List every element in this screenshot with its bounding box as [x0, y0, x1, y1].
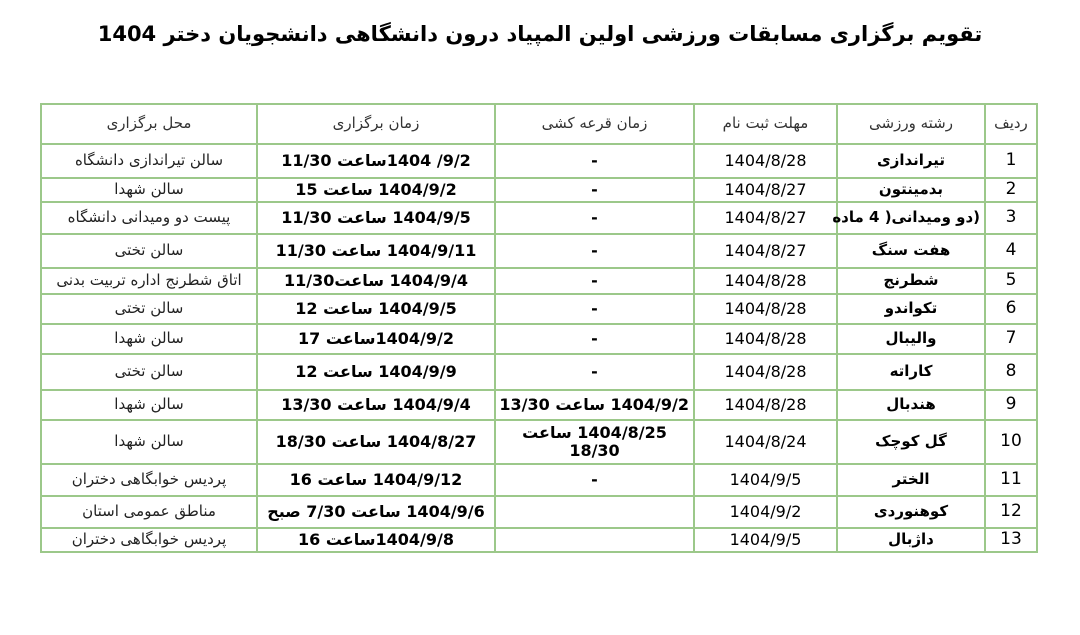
event-time: 1404/9/9 ساعت 12 [257, 354, 495, 390]
venue: سالن تختی [41, 294, 257, 324]
event-time: 1404/9/4 ساعت 13/30 [257, 390, 495, 420]
venue: سالن شهدا [41, 324, 257, 354]
event-time: 1404/9/4 ساعت11/30 [257, 268, 495, 294]
row-number: 2 [985, 178, 1037, 202]
venue: سالن شهدا [41, 390, 257, 420]
row-number: 3 [985, 202, 1037, 234]
table-header-row [41, 104, 1037, 144]
event-time: 1404/9/2ساعت 17 [257, 324, 495, 354]
competition-schedule-table [40, 103, 1038, 553]
event-time: 1404/9/8ساعت 16 [257, 528, 495, 552]
table-row [41, 324, 1037, 354]
venue: سالن تیراندازی دانشگاه [41, 144, 257, 178]
table-row [41, 294, 1037, 324]
registration-deadline: 1404/9/5 [694, 528, 837, 552]
row-number: 12 [985, 496, 1037, 528]
sport-name: تکواندو [837, 294, 985, 324]
registration-deadline: 1404/8/27 [694, 202, 837, 234]
registration-deadline: 1404/8/24 [694, 420, 837, 464]
venue: سالن شهدا [41, 178, 257, 202]
row-number: 8 [985, 354, 1037, 390]
table-row [41, 390, 1037, 420]
sport-name: داژبال [837, 528, 985, 552]
draw-time: - [495, 354, 694, 390]
sport-name: گل کوچک [837, 420, 985, 464]
row-number: 7 [985, 324, 1037, 354]
draw-time: - [495, 144, 694, 178]
registration-deadline: 1404/9/5 [694, 464, 837, 496]
event-time: 1404/9/11 ساعت 11/30 [257, 234, 495, 268]
sport-name: شطرنج [837, 268, 985, 294]
sport-name: والیبال [837, 324, 985, 354]
header-draw-time: زمان قرعه کشی [495, 104, 694, 144]
venue: سالن تختی [41, 234, 257, 268]
row-number: 10 [985, 420, 1037, 464]
venue: سالن شهدا [41, 420, 257, 464]
registration-deadline: 1404/8/28 [694, 354, 837, 390]
header-venue: محل برگزاری [41, 104, 257, 144]
table-row [41, 178, 1037, 202]
table-row [41, 496, 1037, 528]
registration-deadline: 1404/8/27 [694, 178, 837, 202]
table-row [41, 354, 1037, 390]
sport-name: کاراته [837, 354, 985, 390]
draw-time: - [495, 324, 694, 354]
draw-time: 1404/9/2 ساعت 13/30 [495, 390, 694, 420]
sport-name: تیراندازی [837, 144, 985, 178]
document-title: تقویم برگزاری مسابقات ورزشی اولین المپیاد درون دانشگاهی دانشجویان دختر 1404 [97, 22, 983, 46]
header-deadline: مهلت ثبت نام [694, 104, 837, 144]
draw-time: - [495, 234, 694, 268]
venue: پردیس خوابگاهی دختران [41, 464, 257, 496]
header-sport: رشته ورزشی [837, 104, 985, 144]
registration-deadline: 1404/8/28 [694, 268, 837, 294]
table-row [41, 202, 1037, 234]
venue: پیست دو ومیدانی دانشگاه [41, 202, 257, 234]
event-time: 1404/9/2 ساعت 15 [257, 178, 495, 202]
table-row [41, 234, 1037, 268]
registration-deadline: 1404/8/28 [694, 294, 837, 324]
row-number: 9 [985, 390, 1037, 420]
sport-name: بدمینتون [837, 178, 985, 202]
draw-time: 1404/8/25 ساعت 18/30 [495, 420, 694, 464]
event-time: 1404/9/6 ساعت 7/30 صبح [257, 496, 495, 528]
sport-name: هندبال [837, 390, 985, 420]
table-row [41, 144, 1037, 178]
table-row [41, 420, 1037, 464]
row-number: 6 [985, 294, 1037, 324]
row-number: 11 [985, 464, 1037, 496]
venue: پردیس خوابگاهی دختران [41, 528, 257, 552]
event-time: 1404/9/5 ساعت 11/30 [257, 202, 495, 234]
event-time: 1404/8/27 ساعت 18/30 [257, 420, 495, 464]
draw-time: - [495, 464, 694, 496]
sport-name: (دو ومیدانی( 4 ماده [837, 202, 985, 234]
draw-time: - [495, 294, 694, 324]
venue: سالن تختی [41, 354, 257, 390]
sport-name: کوهنوردی [837, 496, 985, 528]
venue: اتاق شطرنج اداره تربیت بدنی [41, 268, 257, 294]
registration-deadline: 1404/8/28 [694, 144, 837, 178]
draw-time: - [495, 202, 694, 234]
event-time: 1404/9/5 ساعت 12 [257, 294, 495, 324]
sport-name: هفت سنگ [837, 234, 985, 268]
row-number: 13 [985, 528, 1037, 552]
row-number: 4 [985, 234, 1037, 268]
registration-deadline: 1404/8/28 [694, 324, 837, 354]
header-row-no: ردیف [985, 104, 1037, 144]
header-event-time: زمان برگزاری [257, 104, 495, 144]
draw-time: - [495, 178, 694, 202]
table-row [41, 528, 1037, 552]
row-number: 1 [985, 144, 1037, 178]
registration-deadline: 1404/8/28 [694, 390, 837, 420]
event-time: 1404/9/12 ساعت 16 [257, 464, 495, 496]
table-row [41, 464, 1037, 496]
sport-name: الختر [837, 464, 985, 496]
registration-deadline: 1404/8/27 [694, 234, 837, 268]
row-number: 5 [985, 268, 1037, 294]
venue: مناطق عمومی استان [41, 496, 257, 528]
draw-time [495, 496, 694, 528]
registration-deadline: 1404/9/2 [694, 496, 837, 528]
table-row [41, 268, 1037, 294]
draw-time: - [495, 268, 694, 294]
event-time: 9/2/ 1404ساعت 11/30 [257, 144, 495, 178]
draw-time [495, 528, 694, 552]
